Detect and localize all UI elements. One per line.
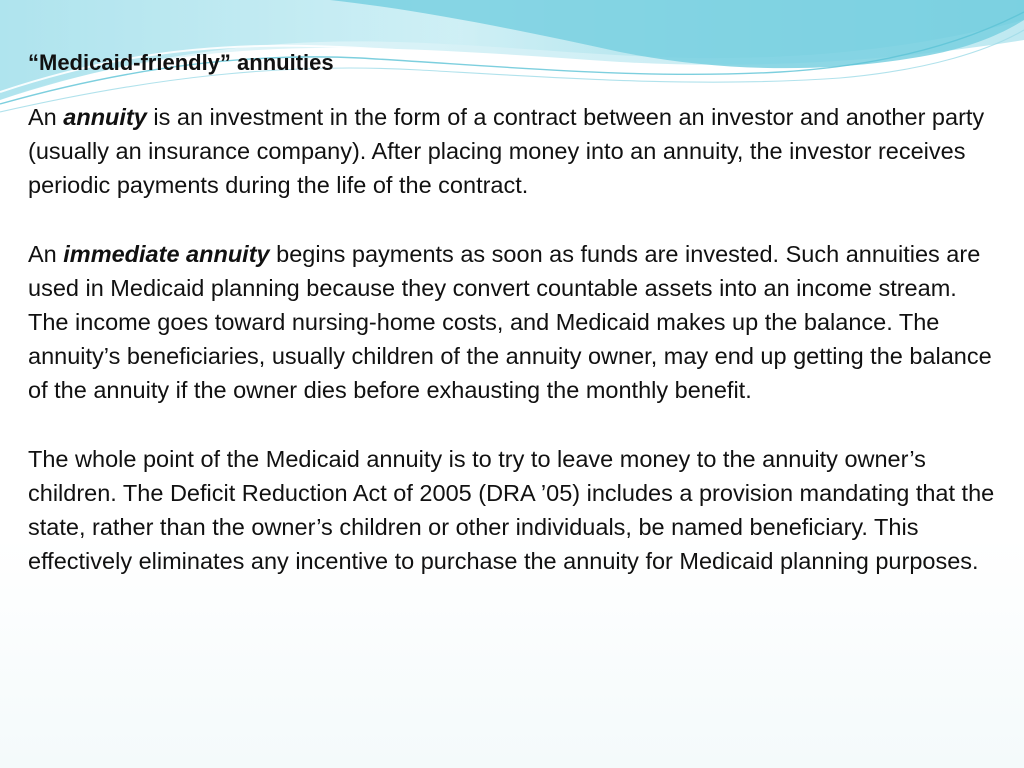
term-immediate-annuity: immediate annuity <box>63 240 270 267</box>
paragraph-immediate-annuity <box>28 237 1003 408</box>
p1-body: is an investment in the form of a contract between an investor and another party (usually an insurance company). After placing money into an annuity, the investor receives periodic payments during the life of the contract. <box>28 104 985 199</box>
slide-content <box>28 48 1003 578</box>
p1-lead: An <box>28 104 64 130</box>
p2-body: begins payments as soon as funds are invested. Such annuities are used in Medicaid planning because they convert countable assets into an income stream. The income goes toward nursing-home costs, and Medicaid makes up the balance. The annuity’s beneficiaries, usually children of the annuity owner, may end up getting the balance of the annuity if the owner dies before exhausting the monthly benefit. <box>28 240 992 404</box>
paragraph-annuity-definition <box>28 100 1003 203</box>
p2-lead: An <box>28 240 64 267</box>
term-annuity: annuity <box>63 104 147 130</box>
paragraph-dra-05: The whole point of the Medicaid annuity is to try to leave money to the annuity owner’s children. The Deficit Reduction Act of 2005 (DRA ’05) includes a provision mandating that the state, rather than the owner’s children or other individuals, be named beneficiary. This effectively eliminates any incentive to purchase the annuity for Medicaid planning purposes. <box>28 445 995 575</box>
slide-title: “Medicaid-friendly” annuities <box>28 50 334 75</box>
